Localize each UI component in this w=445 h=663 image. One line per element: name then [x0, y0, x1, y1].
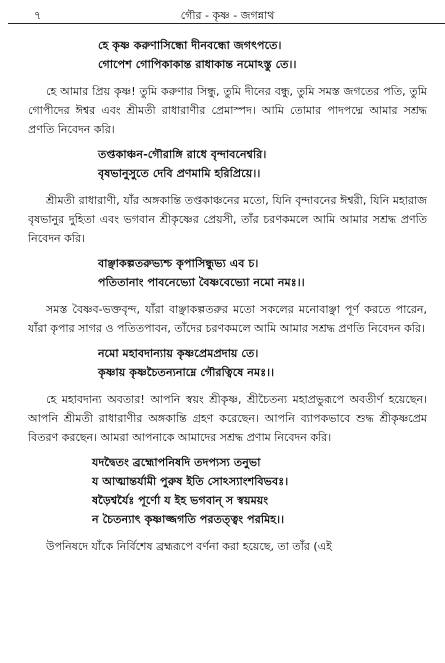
verse-line: গোপেশ গোপিকাকান্ত রাধাকান্ত নমোঽস্তু তে।।	[98, 57, 297, 71]
verse-line: বৃষভানুসুতে দেবি প্রণমামি হরিপ্রিয়ে।।	[98, 166, 261, 180]
verse-line: নমো মহাবদান্যায় কৃষ্ণপ্রেমপ্রদায় তে।	[98, 346, 259, 360]
translation-paragraph: হে মহাবদান্য অবতার! আপনি স্বয়ং শ্রীকৃষ্ণ, শ্রীচৈতন্য মহাপ্রভুরূপে অবতীর্ণ হয়েছেন। আপনি শ্রীমতী রাধারাণীর অঙ্গকান্তি গ্রহণ করেছেন। আপনি ব্যাপকভাবে শুদ্ধ শ্রীকৃষ্ণপ্রেম বিতরণ করছেন। আমরা আপনাকে আমাদের সশ্রদ্ধ প্রণাম নিবেদন করি।	[28, 393, 427, 444]
verse-block	[98, 344, 427, 382]
verse-line: ন চৈতন্যাৎ কৃষ্ণাজ্জগতি পরতত্ত্বং পরমিহ।।	[92, 512, 285, 526]
verse-line: ষড়ৈশ্বর্যৈঃ পূর্ণো য ইহ ভগবান্ স স্বয়ময়ং	[92, 493, 269, 507]
running-head: গৌর - কৃষ্ণ - জগন্নাথ	[180, 9, 275, 22]
page-header	[28, 0, 427, 22]
page-number: ৭	[34, 9, 42, 22]
verse-line: কৃষ্ণায় কৃষ্ণচৈতন্যনাম্নে গৌরত্বিষে নমঃ।।	[98, 365, 275, 379]
verse-block	[92, 453, 427, 529]
translation-paragraph: উপনিষদে যাঁকে নির্বিশেষ ব্রহ্মরূপে বর্ণনা করা হয়েছে, তা তাঁর (এই	[46, 540, 332, 553]
verse-block	[98, 254, 427, 292]
translation-paragraph: হে আমার প্রিয় কৃষ্ণ! তুমি করুণার সিন্ধু, তুমি দীনের বন্ধু, তুমি সমস্ত জগতের পতি, তুমি গোপীদের ঈশ্বর এবং শ্রীমতী রাধারাণীর প্রেমাস্পদ। আমি তোমার পাদপদ্মে আমার সশ্রদ্ধ প্রণতি নিবেদন করি।	[28, 85, 427, 136]
page-body	[28, 30, 427, 562]
header-rule	[8, 23, 445, 24]
verse-line: য আত্মান্তর্যামী পুরুষ ইতি সোঽস্যাংশবিভবঃ।	[92, 474, 289, 488]
translation-paragraph: শ্রীমতী রাধারাণী, যাঁর অঙ্গকান্তি তপ্তকাঞ্চনের মতো, যিনি বৃন্দাবনের ঈশ্বরী, যিনি মহারাজ বৃষভানুর দুহিতা এবং ভগবান শ্রীকৃষ্ণের প্রেয়সী, তাঁর চরণকমলে আমি আমার সশ্রদ্ধ প্রণতি নিবেদন করি।	[28, 194, 427, 245]
verse-line: যদদ্বৈতং ব্রহ্মোপনিষদি তদপ্যস্য তনুভা	[92, 455, 261, 469]
verse-line: তপ্তকাঞ্চন-গৌরাঙ্গি রাধে বৃন্দাবনেশ্বরি।	[98, 147, 267, 161]
verse-block	[98, 36, 427, 74]
verse-line: বাঞ্ছাকল্পতরুভ্যশ্চ কৃপাসিন্ধুভ্য এব চ।	[98, 256, 259, 270]
verse-block	[98, 145, 427, 183]
verse-line: হে কৃষ্ণ করুণাসিন্ধো দীনবন্ধো জগৎপতে।	[98, 38, 282, 52]
translation-paragraph: সমস্ত বৈষ্ণব-ভক্তবৃন্দ, যাঁরা বাঞ্ছাকল্পতরুর মতো সকলের মনোবাঞ্ছা পূর্ণ করতে পারেন, যাঁরা কৃপার সাগর ও পতিতপাবন, তাঁদের চরণকমলে আমি আমার সশ্রদ্ধ প্রণতি নিবেদন করি।	[28, 303, 427, 335]
verse-line: পতিতানাং পাবনেভ্যো বৈষ্ণবেভ্যো নমো নমঃ।।	[98, 275, 305, 289]
